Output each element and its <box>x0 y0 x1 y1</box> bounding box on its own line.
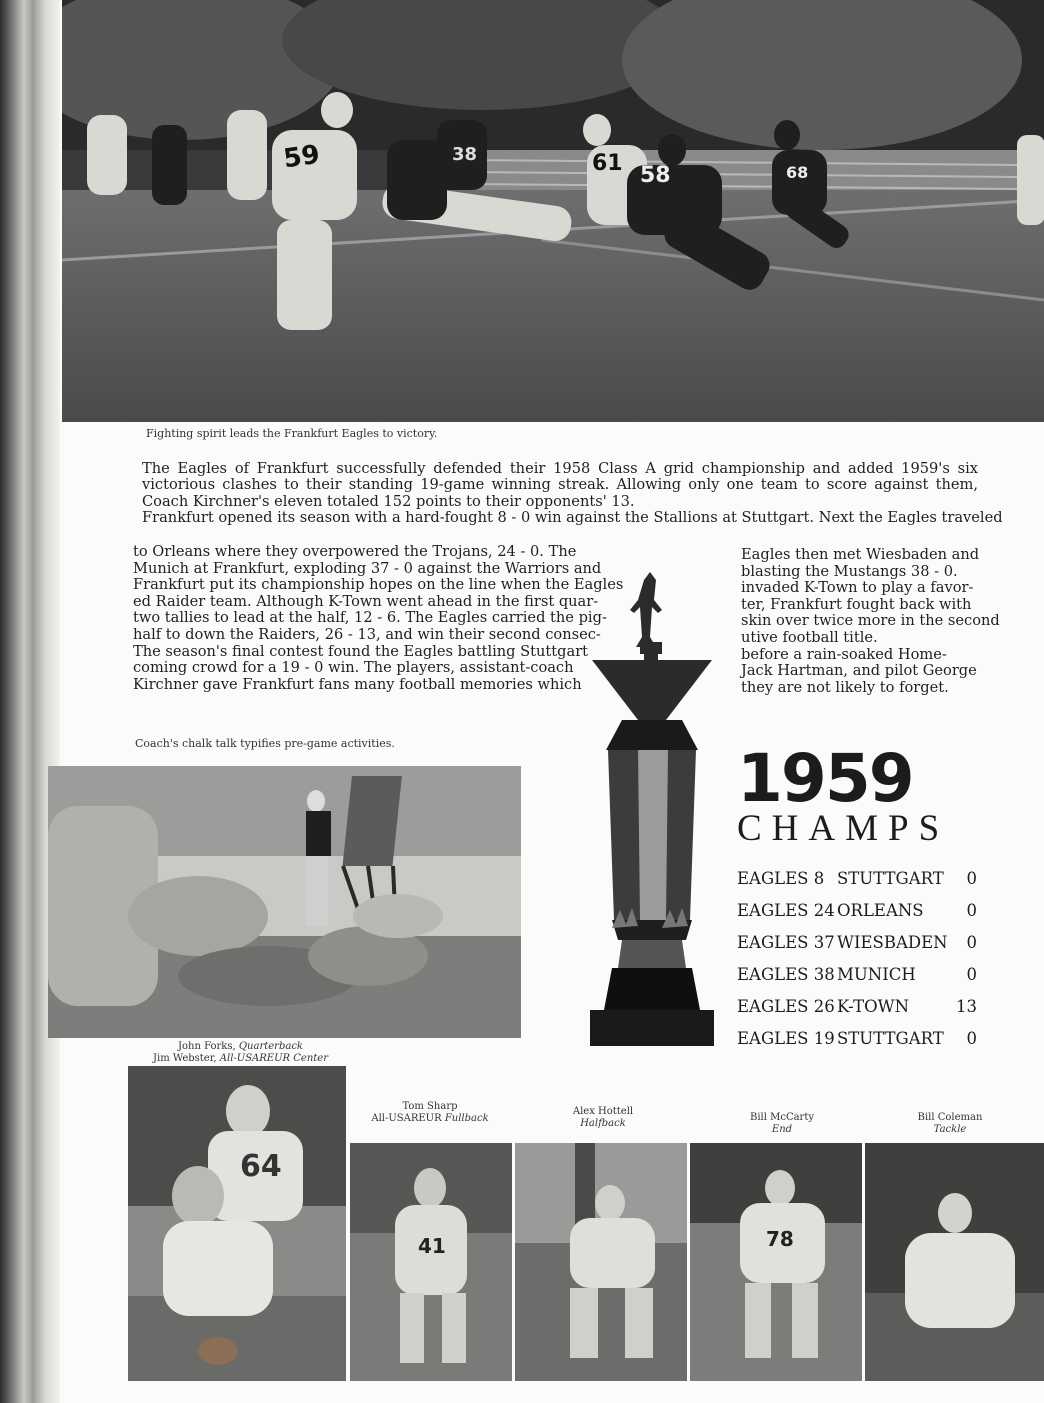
score-team: EAGLES 26 <box>737 997 835 1016</box>
player-position: All-USAREUR Center <box>219 1053 328 1064</box>
score-value: 0 <box>966 965 977 984</box>
jersey-58: 58 <box>640 163 671 188</box>
mccarty-photo <box>690 1143 862 1381</box>
article-right-line: Eagles then met Wiesbaden and <box>741 546 980 563</box>
sharp-caption <box>350 1101 510 1125</box>
score-row <box>737 901 977 925</box>
top-photo-caption: Fighting spirit leads the Frankfurt Eagles to victory. <box>146 427 438 440</box>
article-paragraph-2-lead: Frankfurt opened its season with a hard-fought 8 - 0 win against the Stallions at Stuttgart. Next the Eagles traveled <box>142 509 1003 527</box>
article-left-line: Munich at Frankfurt, exploding 37 - 0 against the Warriors and <box>133 559 602 577</box>
article-right-line: they are not likely to forget. <box>741 678 949 696</box>
coleman-photo <box>865 1143 1044 1381</box>
score-value: 0 <box>966 901 977 920</box>
forks-webster-caption <box>128 1041 353 1065</box>
article-left-line: Kirchner gave Frankfurt fans many football memories which <box>133 675 582 693</box>
player-position: End <box>771 1124 793 1135</box>
score-team: EAGLES 37 <box>737 933 835 952</box>
article-left-line: two tallies to lead at the half, 12 - 6. The Eagles carried the pig- <box>133 609 607 627</box>
article-left-line: coming crowd for a 19 - 0 win. The players, assistant-coach <box>133 659 574 677</box>
trophy-photo <box>582 560 722 1048</box>
hottell-photo <box>515 1143 687 1381</box>
jersey-59: 59 <box>281 139 322 175</box>
article-right-line: Jack Hartman, and pilot George <box>741 662 977 680</box>
score-opponent: STUTTGART <box>837 1029 944 1048</box>
mccarty-caption <box>712 1112 852 1136</box>
score-value: 0 <box>966 869 977 888</box>
article-intro <box>142 460 1003 527</box>
jersey-64: 64 <box>240 1149 282 1184</box>
score-value: 0 <box>966 933 977 952</box>
article-right-line: utive football title. <box>741 628 878 646</box>
player-position-prefix: All-USAREUR <box>371 1113 442 1124</box>
article-right-line: ter, Frankfurt fought back with <box>741 595 972 613</box>
football-action-photo <box>62 0 1044 422</box>
player-name: Tom Sharp <box>402 1101 458 1112</box>
article-right-line: blasting the Mustangs 38 - 0. <box>741 562 958 580</box>
score-team: EAGLES 19 <box>737 1029 835 1048</box>
score-opponent: ORLEANS <box>837 901 924 920</box>
article-right-line: skin over twice more in the second <box>741 612 1000 630</box>
score-team: EAGLES 38 <box>737 965 835 984</box>
hottell-caption <box>533 1106 673 1130</box>
sharp-photo <box>350 1143 512 1381</box>
score-row <box>737 869 977 893</box>
player-position: Fullback <box>444 1113 489 1124</box>
book-binding <box>0 0 60 1403</box>
article-left-line: to Orleans where they overpowered the Trojans, 24 - 0. The <box>133 543 577 560</box>
player-name: John Forks, <box>178 1041 236 1052</box>
score-opponent: MUNICH <box>837 965 916 984</box>
score-row <box>737 933 977 957</box>
article-right-line: before a rain-soaked Home- <box>741 645 947 663</box>
player-position: Halfback <box>580 1118 626 1129</box>
article-left-line: half to down the Raiders, 26 - 13, and win their second consec- <box>133 625 601 643</box>
article-left-column <box>133 544 623 693</box>
chalk-talk-caption: Coach's chalk talk typifies pre-game activities. <box>135 737 395 750</box>
score-opponent: K-TOWN <box>837 997 910 1016</box>
article-right-column <box>741 547 1000 696</box>
score-row <box>737 965 977 989</box>
article-right-line: invaded K-Town to play a favor- <box>741 579 974 597</box>
jersey-78: 78 <box>766 1227 794 1251</box>
jersey-38: 38 <box>452 144 478 165</box>
score-row <box>737 997 977 1021</box>
player-name: Bill Coleman <box>917 1112 983 1123</box>
jersey-41: 41 <box>418 1234 446 1258</box>
article-left-line: Frankfurt put its championship hopes on the line when the Eagles <box>133 576 624 594</box>
player-position: Tackle <box>933 1124 967 1135</box>
player-name: Alex Hottell <box>572 1106 634 1117</box>
score-team: EAGLES 8 <box>737 869 825 888</box>
score-value: 13 <box>956 997 977 1016</box>
player-name: Bill McCarty <box>749 1112 815 1123</box>
score-team: EAGLES 24 <box>737 901 835 920</box>
chalk-talk-photo <box>48 766 521 1038</box>
coleman-caption <box>880 1112 1020 1136</box>
champs-year: 1959 <box>737 740 913 817</box>
champs-heading: CHAMPS <box>737 808 950 849</box>
score-opponent: WIESBADEN <box>837 933 948 952</box>
score-value: 0 <box>966 1029 977 1048</box>
article-paragraph-1: The Eagles of Frankfurt successfully defended their 1958 Class A grid championship and added 1959's six victorious clashes to their standing 19-game winning streak. Allowing only one team to score against them, Coach Kirchner's eleven totaled 152 points to their opponents' 13. <box>142 460 978 510</box>
article-left-line: ed Raider team. Although K-Town went ahead in the first quar- <box>133 592 599 610</box>
score-row <box>737 1029 977 1053</box>
forks-webster-photo <box>128 1066 346 1381</box>
score-opponent: STUTTGART <box>837 869 944 888</box>
player-position: Quarterback <box>238 1041 303 1052</box>
jersey-68: 68 <box>786 163 809 182</box>
jersey-61: 61 <box>592 151 623 176</box>
player-name: Jim Webster, <box>153 1053 217 1064</box>
article-left-line: The season's final contest found the Eagles battling Stuttgart <box>133 642 589 660</box>
